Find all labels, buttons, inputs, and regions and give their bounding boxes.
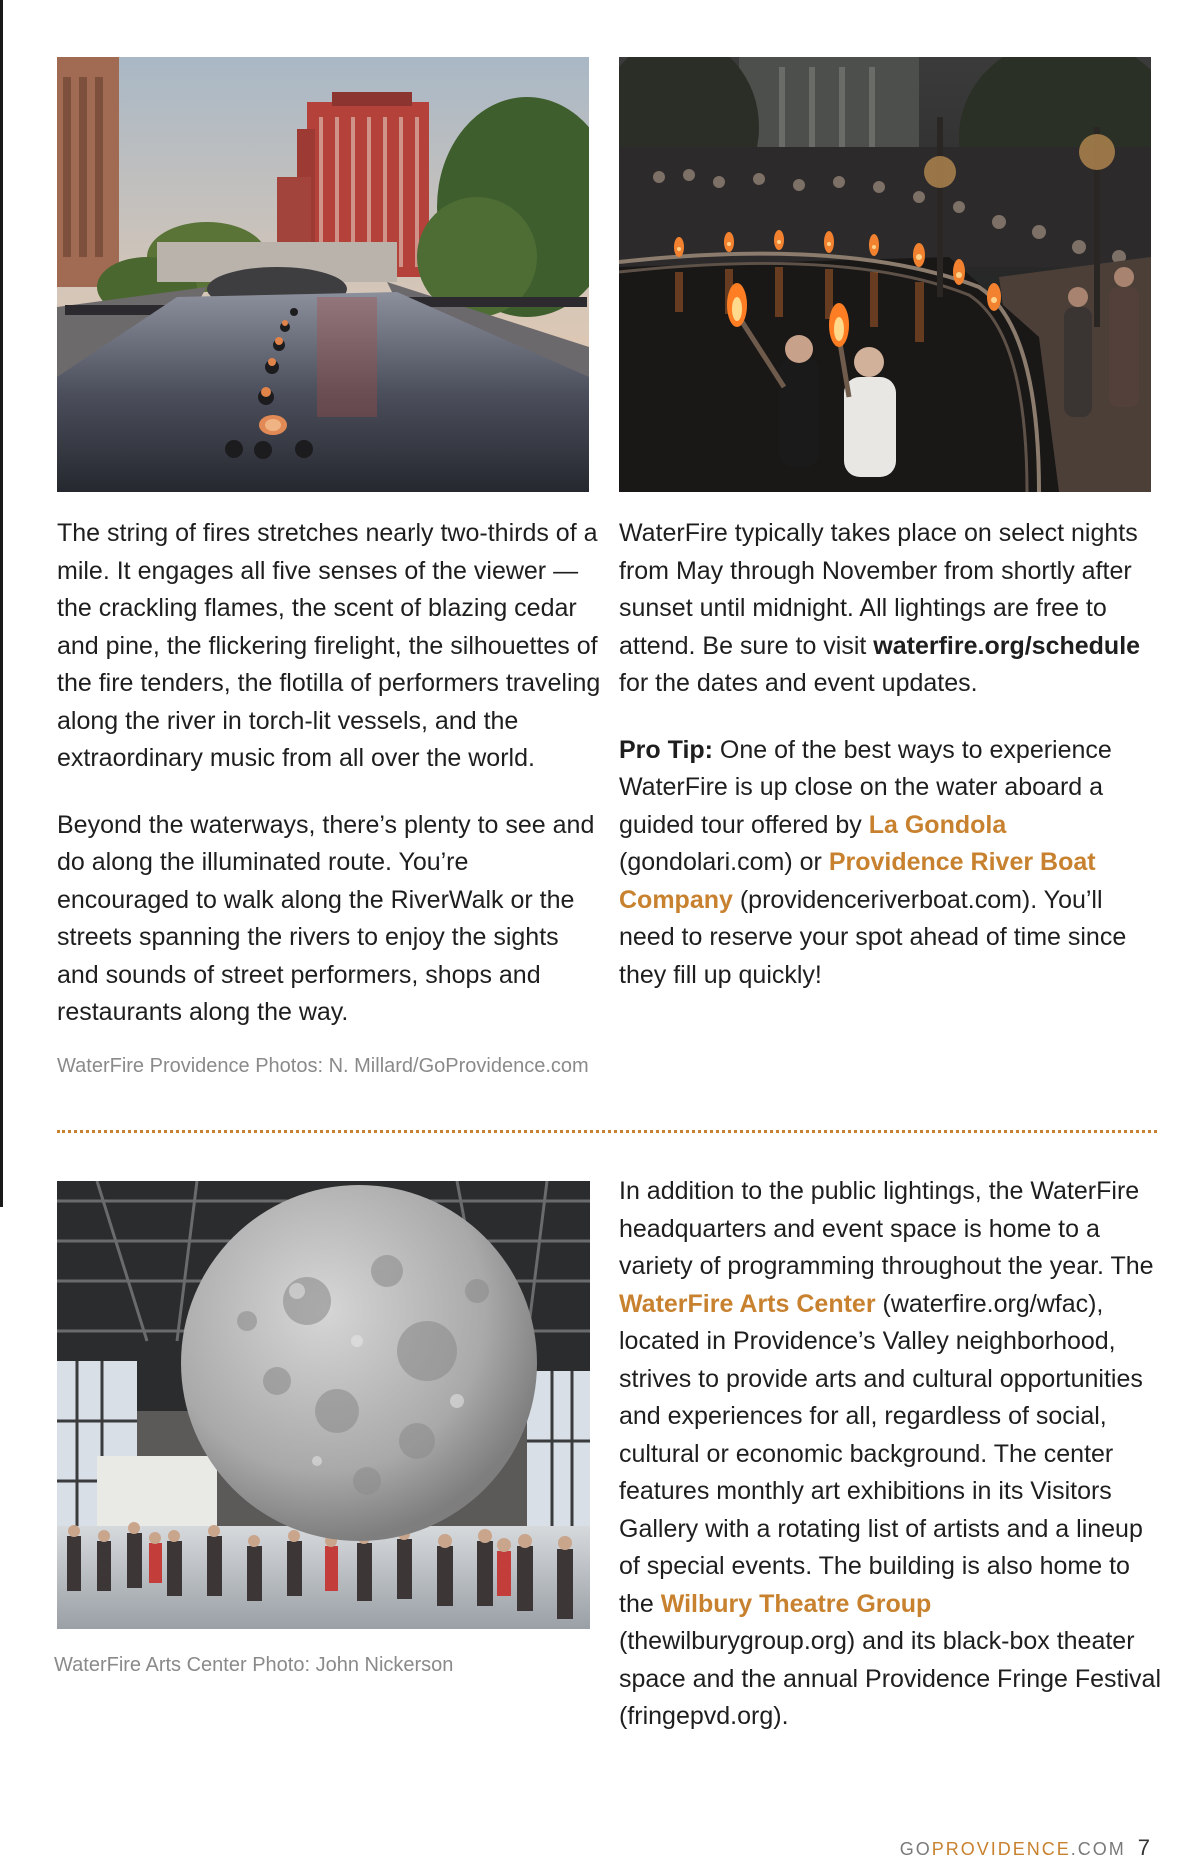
footer-site-go: GO (899, 1839, 932, 1859)
schedule-text: WaterFire typically takes place on select nights from May through November from shortly after sunset until midnight. All lightings are free to attend. Be sure to visit (619, 519, 1138, 660)
dotted-divider (57, 1130, 1157, 1133)
wilbury-theatre-link[interactable]: Wilbury Theatre Group (660, 1589, 932, 1618)
footer-site-com: .COM (1070, 1839, 1126, 1859)
footer-site-providence: PROVIDENCE (931, 1839, 1071, 1859)
pro-tip-text-3: (providenceriverboat.com). You’ll need to reserve your spot ahead of time since they fill up quickly! (619, 885, 1127, 989)
pro-tip-paragraph (619, 732, 1164, 995)
left-text-column (57, 515, 602, 1032)
arts-center-text-1: In addition to the public lightings, the WaterFire headquarters and event space is home to a variety of programming throughout the year. The (619, 1177, 1154, 1280)
arts-center-text-column (619, 1173, 1164, 1736)
pro-tip-text-2: (gondolari.com) or (619, 848, 829, 876)
pro-tip-label: Pro Tip: (619, 735, 713, 764)
river-boat-link[interactable]: Providence River Boat Company (619, 848, 1096, 914)
photo-credit-bottom: WaterFire Arts Center Photo: John Nickerson (54, 1654, 454, 1676)
photo-credit-top: WaterFire Providence Photos: N. Millard/GoProvidence.com (57, 1055, 589, 1077)
intro-paragraph: The string of fires stretches nearly two-thirds of a mile. It engages all five senses of the viewer — the crackling flames, the scent of blazing cedar and pine, the flickering firelight, the silhouettes of the fire tenders, the flotilla of performers traveling along the river in torch-lit vessels, and the extraordinary music from all over the world. (57, 519, 601, 772)
la-gondola-link[interactable]: La Gondola (868, 810, 1007, 839)
fire-tenders-photo (619, 57, 1151, 492)
page-footer (900, 1835, 1150, 1861)
moon-installation-photo (57, 1181, 590, 1629)
schedule-link[interactable]: waterfire.org/schedule (873, 631, 1141, 660)
page-number: 7 (1137, 1835, 1150, 1860)
right-text-column (619, 515, 1164, 994)
route-paragraph: Beyond the waterways, there’s plenty to see and do along the illuminated route. You’re encouraged to walk along the RiverWalk or the streets spanning the rivers to enjoy the sights and sounds of street performers, shops and restaurants along the way. (57, 810, 595, 1026)
schedule-text-end: for the dates and event updates. (619, 669, 978, 697)
arts-center-link[interactable]: WaterFire Arts Center (619, 1289, 876, 1318)
schedule-paragraph (619, 515, 1164, 703)
arts-center-paragraph (619, 1173, 1164, 1736)
arts-center-text-3: (thewilburygroup.org) and its black-box theater space and the annual Providence Fringe Festival (fringepvd.org). (619, 1627, 1161, 1730)
pro-tip-text: One of the best ways to experience WaterFire is up close on the water aboard a guided tour offered by (619, 735, 1112, 839)
arts-center-text-2: (waterfire.org/wfac), located in Providence’s Valley neighborhood, strives to provide arts and cultural opportunities and experiences for all, regardless of social, cultural or economic background. The center features monthly art exhibitions in its Visitors Gallery with a rotating list of artists and a lineup of special events. The building is also home to the (619, 1289, 1143, 1618)
river-waterfire-photo (57, 57, 589, 492)
page-edge-bar (0, 0, 3, 1207)
